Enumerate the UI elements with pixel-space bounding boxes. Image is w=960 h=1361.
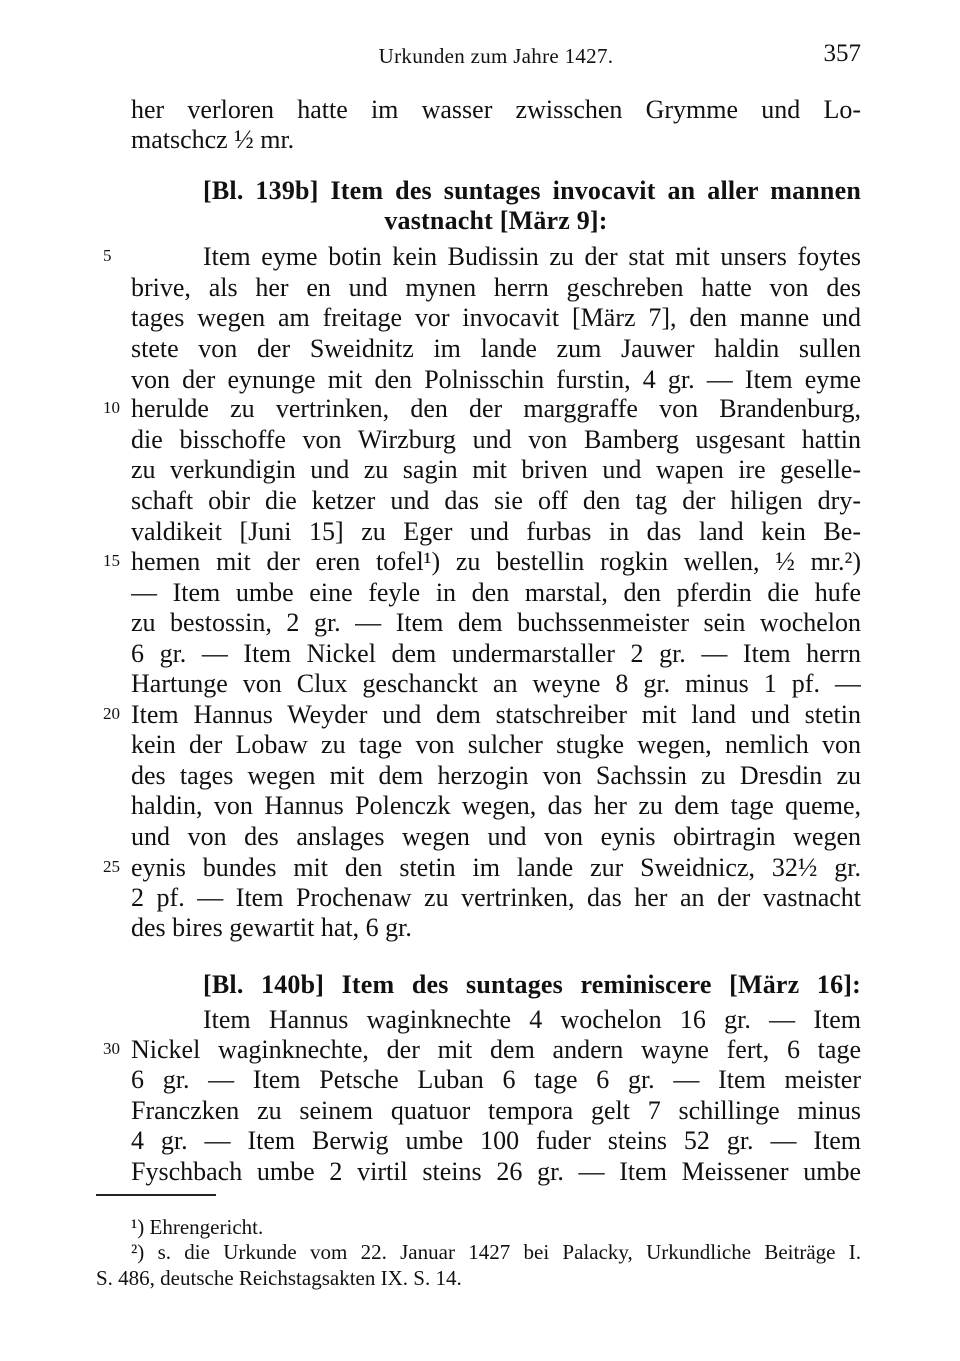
text-line: 6 gr. — Item Petsche Luban 6 tage 6 gr. — Item meister bbox=[131, 1065, 861, 1094]
entry-heading: vastnacht [März 9]: bbox=[384, 206, 608, 235]
footnote: S. 486, deutsche Reichstagsakten IX. S. 14. bbox=[96, 1266, 462, 1290]
text-line: von der eynunge mit den Polnisschin furstin, 4 gr. — Item eyme bbox=[131, 365, 861, 394]
text-line: — Item umbe eine feyle in den marstal, den pferdin die hufe bbox=[131, 578, 861, 607]
footnote-rule bbox=[96, 1194, 216, 1196]
text-line: kein der Lobaw zu tage von sulcher stugke wegen, nemlich von bbox=[131, 730, 861, 759]
text-line: 2 pf. — Item Prochenaw zu vertrinken, das her an der vastnacht bbox=[131, 883, 861, 912]
line-number: 5 bbox=[103, 246, 112, 265]
footnote: ¹) Ehrengericht. bbox=[131, 1215, 264, 1239]
line-number: 30 bbox=[103, 1039, 120, 1058]
text-line: tages wegen am freitage vor invocavit [März 7], den manne und bbox=[131, 303, 861, 332]
line-number: 25 bbox=[103, 857, 120, 876]
text-line: stete von der Sweidnitz im lande zum Jauwer haldin sullen bbox=[131, 334, 861, 363]
entry-heading: [Bl. 140b] Item des suntages reminiscere [März 16]: bbox=[203, 970, 861, 999]
page-number: 357 bbox=[823, 40, 861, 67]
running-title: Urkunden zum Jahre 1427. bbox=[378, 44, 614, 68]
text-line: Item eyme botin kein Budissin zu der stat mit unsers foytes bbox=[203, 242, 861, 271]
text-line: 6 gr. — Item Nickel dem undermarstaller 2 gr. — Item herrn bbox=[131, 639, 861, 668]
text-line: brive, als her en und mynen herrn geschreben hatte von des bbox=[131, 273, 861, 302]
text-line: Hartunge von Clux geschanckt an weyne 8 gr. minus 1 pf. — bbox=[131, 669, 861, 698]
text-line: matschcz ½ mr. bbox=[131, 125, 295, 154]
text-line: haldin, von Hannus Polenczk wegen, das her zu dem tage queme, bbox=[131, 791, 861, 820]
line-number: 10 bbox=[103, 398, 120, 417]
text-line: Fyschbach umbe 2 virtil steins 26 gr. — Item Meissener umbe bbox=[131, 1157, 861, 1186]
text-line: Item Hannus waginknechte 4 wochelon 16 gr. — Item bbox=[203, 1005, 861, 1034]
text-line: und von des anslages wegen und von eynis obirtragin wegen bbox=[131, 822, 861, 851]
line-number: 15 bbox=[103, 551, 120, 570]
text-line: herulde zu vertrinken, den der marggraffe von Brandenburg, bbox=[131, 394, 861, 423]
text-line: Nickel waginknechte, der mit dem andern wayne fert, 6 tage bbox=[131, 1035, 861, 1064]
entry-heading: [Bl. 139b] Item des suntages invocavit an aller mannen bbox=[203, 176, 861, 205]
text-line: schaft obir die ketzer und das sie off den tag der hiligen dry- bbox=[131, 486, 861, 515]
text-line: Franczken zu seinem quatuor tempora gelt 7 schillinge minus bbox=[131, 1096, 861, 1125]
footnote: ²) s. die Urkunde vom 22. Januar 1427 bei Palacky, Urkundliche Beiträge I. bbox=[131, 1240, 861, 1264]
text-line: Item Hannus Weyder und dem statschreiber mit land und stetin bbox=[131, 700, 861, 729]
text-line: 4 gr. — Item Berwig umbe 100 fuder steins 52 gr. — Item bbox=[131, 1126, 861, 1155]
text-line: des bires gewartit hat, 6 gr. bbox=[131, 913, 412, 942]
line-number: 20 bbox=[103, 704, 120, 723]
text-line: valdikeit [Juni 15] zu Eger und furbas in das land kein Be- bbox=[131, 517, 861, 546]
text-line: hemen mit der eren tofel¹) zu bestellin rogkin wellen, ½ mr.²) bbox=[131, 547, 861, 576]
text-line: eynis bundes mit den stetin im lande zur Sweidnicz, 32½ gr. bbox=[131, 853, 861, 882]
running-head bbox=[131, 40, 861, 74]
text-line: zu verkundigin und zu sagin mit briven und wapen ire geselle- bbox=[131, 455, 861, 484]
text-line: des tages wegen mit dem herzogin von Sachssin zu Dresdin zu bbox=[131, 761, 861, 790]
text-line: her verloren hatte im wasser zwisschen Grymme und Lo- bbox=[131, 95, 861, 124]
text-line: zu bestossin, 2 gr. — Item dem buchssenmeister sein wochelon bbox=[131, 608, 861, 637]
text-line: die bisschoffe von Wirzburg und von Bamberg usgesant hattin bbox=[131, 425, 861, 454]
